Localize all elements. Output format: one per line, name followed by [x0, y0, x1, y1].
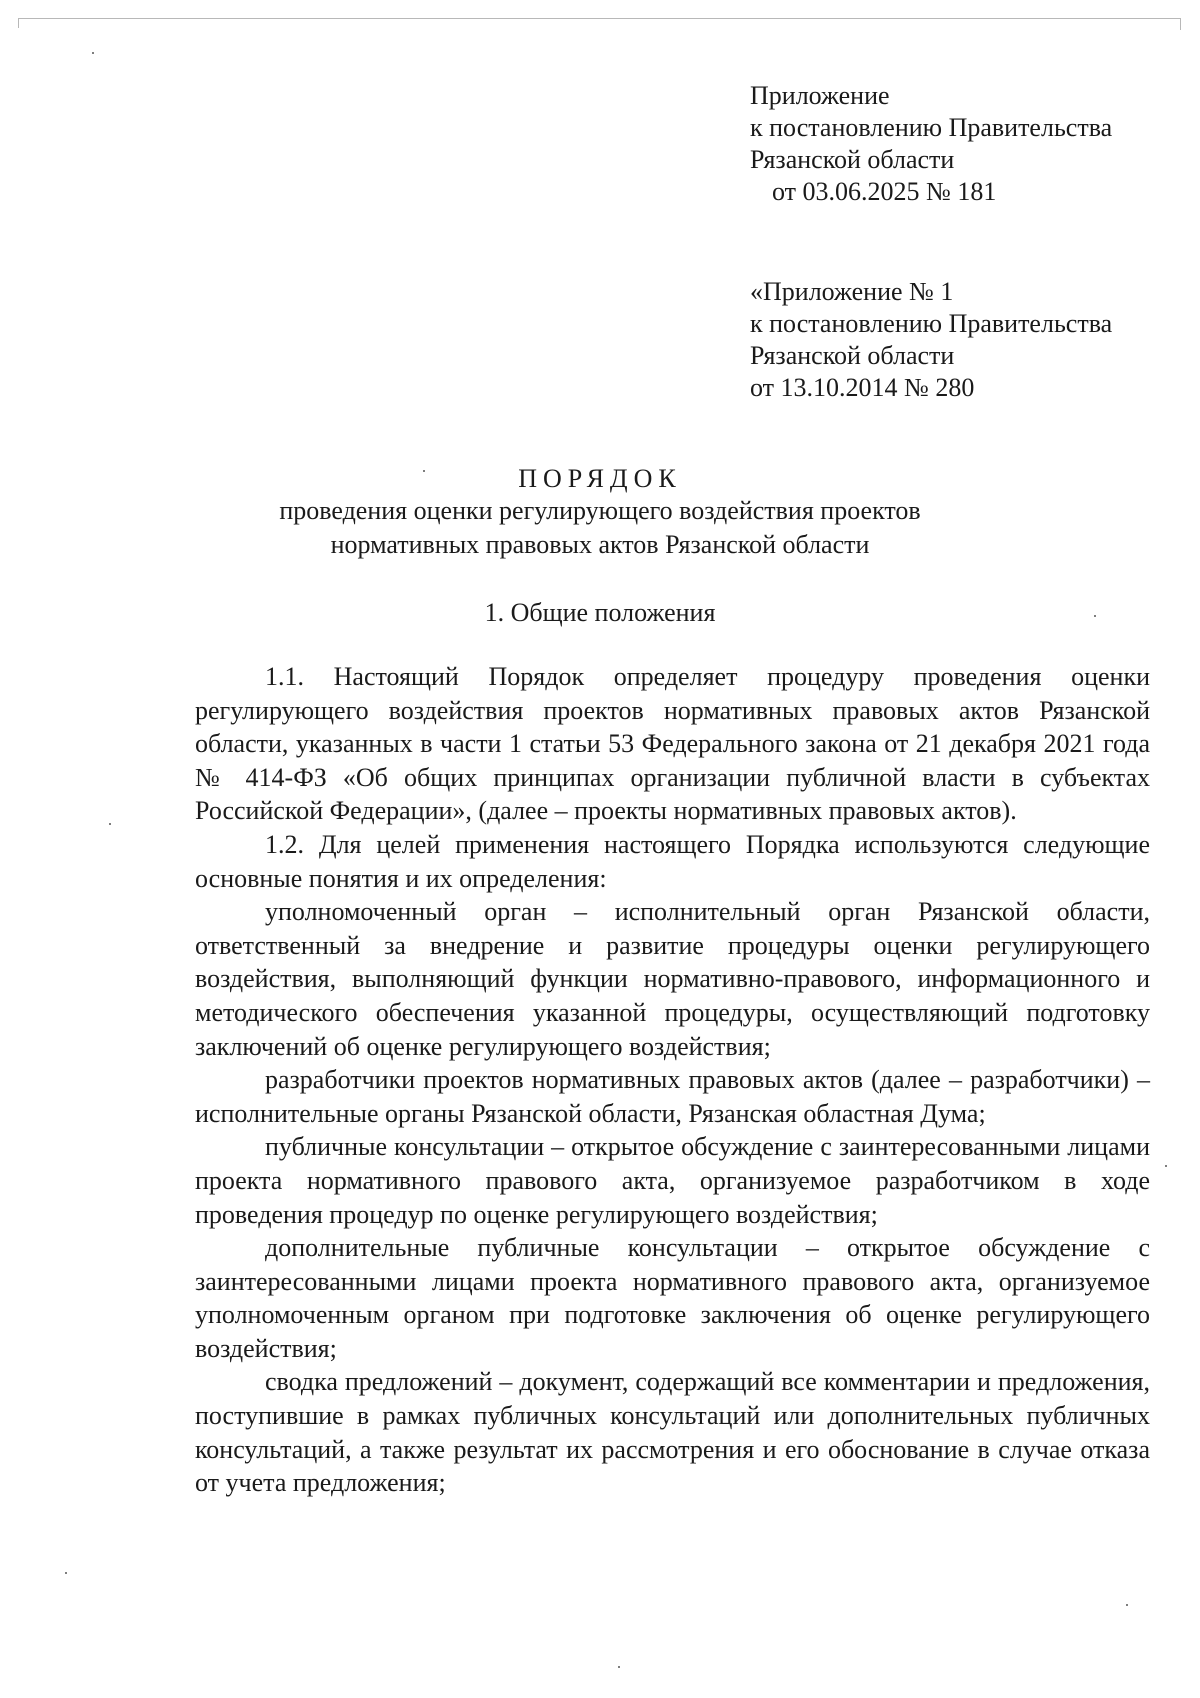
approval-block-current	[750, 80, 1112, 208]
approval-date-number: от 13.10.2014 № 280	[750, 373, 975, 402]
approval-label: Приложение	[750, 81, 890, 110]
scan-speck	[92, 52, 94, 54]
approval-block-original	[750, 276, 1112, 404]
approval-region-line: Рязанской области	[750, 341, 955, 370]
definition-public-consultations: публичные консультации – открытое обсуждение с заинтересованными лицами проекта нормативного правового акта, организуемое разработчиком в ходе проведения процедур по оценке регулирующего воздействия;	[195, 1132, 1150, 1229]
scan-speck	[1165, 1165, 1167, 1167]
definition-developers: разработчики проектов нормативных правовых актов (далее – разработчики) – исполнительные органы Рязанской области, Рязанская областная Дума;	[195, 1065, 1150, 1128]
approval-label: «Приложение № 1	[750, 277, 954, 306]
approval-date-number: от 03.06.2025 № 181	[772, 177, 997, 206]
document-body	[195, 660, 1150, 1500]
paragraph-1-2: 1.2. Для целей применения настоящего Порядка используются следующие основные понятия и их определения:	[195, 829, 1150, 893]
scan-speck	[109, 823, 111, 825]
document-subtitle-line-2: нормативных правовых актов Рязанской области	[330, 530, 870, 559]
scan-speck	[65, 1572, 67, 1574]
scan-speck	[618, 1666, 620, 1668]
approval-resolution-line: к постановлению Правительства	[750, 309, 1113, 338]
definition-additional-consultations: дополнительные публичные консультации – открытое обсуждение с заинтересованными лицами проекта нормативного правового акта, организуемое уполномоченным органом при подготовке заключения об оценке регулирующего воздействия;	[195, 1233, 1150, 1363]
document-subtitle-line-1: проведения оценки регулирующего воздействия проектов	[279, 496, 921, 525]
scan-border-line	[18, 18, 1180, 19]
scan-border-tick-left	[18, 18, 19, 28]
section-heading: 1. Общие положения	[484, 598, 716, 627]
approval-resolution-line: к постановлению Правительства	[750, 113, 1113, 142]
paragraph-1-1: 1.1. Настоящий Порядок определяет процедуру проведения оценки регулирующего воздействия проектов нормативных правовых актов Рязанской области, указанных в части 1 статьи 53 Федерального закона от 21 декабря 2021 года № 414-ФЗ «Об общих принципах организации публичной власти в субъектах Российской Федерации», (далее – проекты нормативных правовых актов).	[195, 662, 1150, 826]
definition-proposals-summary: сводка предложений – документ, содержащий все комментарии и предложения, поступившие в рамках публичных консультаций или дополнительных публичных консультаций, а также результат их рассмотрения и его обоснование в случае отказа от учета предложения;	[195, 1367, 1150, 1498]
document-title: ПОРЯДОК	[518, 464, 682, 493]
approval-region-line: Рязанской области	[750, 145, 955, 174]
scan-border-tick-right	[1180, 18, 1181, 30]
scan-speck	[1126, 1604, 1128, 1606]
definition-authorized-body: уполномоченный орган – исполнительный орган Рязанской области, ответственный за внедрение и развитие процедуры оценки регулирующего воздействия, выполняющий функции нормативно-правового, информационного и методического обеспечения указанной процедуры, осуществляющий подготовку заключений об оценке регулирующего воздействия;	[195, 897, 1150, 1061]
